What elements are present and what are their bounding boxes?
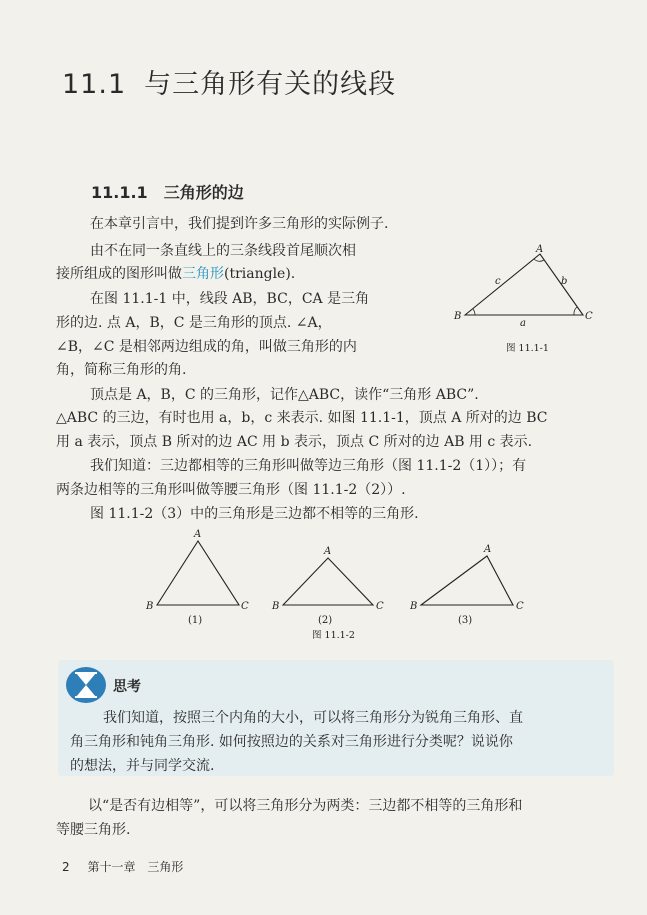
- fig2-vertex-b: B: [272, 601, 280, 612]
- angle-b-mark: [473, 309, 475, 315]
- thinking-icon: [64, 665, 108, 705]
- figure-11-1-2-caption: 图 11.1-2: [312, 630, 355, 641]
- paragraph-6-line-2: 两条边相等的三角形叫做等腰三角形（图 11.1-2（2））.: [56, 482, 406, 498]
- side-b-label: b: [561, 276, 568, 287]
- section-number: 11.1: [62, 69, 127, 100]
- fig1-vertex-a: A: [194, 529, 202, 540]
- think-line-1: 我们知道，按照三个内角的大小，可以将三角形分为锐角三角形、直: [103, 710, 523, 726]
- think-line-3: 的想法，并与同学交流.: [70, 758, 215, 774]
- paragraph-3-line-4: 角，简称三角形的角.: [56, 362, 187, 378]
- fig3-vertex-b: B: [410, 601, 418, 612]
- triangle-scalene: [421, 556, 513, 605]
- triangle-isosceles: [283, 558, 373, 605]
- vertex-b-label: B: [454, 311, 462, 322]
- figure-11-1-1-caption: 图 11.1-1: [506, 343, 549, 354]
- chapter-title: 三角形: [147, 860, 184, 874]
- fig2-label: (2): [318, 615, 333, 626]
- side-a-label: a: [520, 318, 526, 329]
- fig2-vertex-c: C: [376, 601, 384, 612]
- paragraph-7: 图 11.1-2（3）中的三角形是三边都不相等的三角形.: [90, 506, 419, 522]
- chapter-label: 第十一章: [87, 860, 136, 874]
- paragraph-3-line-2: 形的边. 点 A，B，C 是三角形的顶点. ∠A，: [56, 315, 332, 331]
- figure-11-1-2: [140, 525, 540, 645]
- text-span: 接所组成的图形叫做: [56, 266, 182, 282]
- paragraph-2-line-1: 由不在同一条直线上的三条线段首尾顺次相: [90, 243, 356, 259]
- triangle-equilateral: [157, 541, 239, 605]
- vertex-a-label: A: [536, 244, 544, 255]
- think-line-2: 角三角形和钝角三角形. 如何按照边的关系对三角形进行分类呢？说说你: [70, 734, 513, 750]
- fig2-vertex-a: A: [324, 546, 332, 557]
- paragraph-4: 顶点是 A，B，C 的三角形，记作△ABC，读作“三角形 ABC”.: [90, 387, 479, 403]
- fig1-vertex-c: C: [241, 601, 249, 612]
- subsection-title-text: 三角形的边: [163, 183, 244, 202]
- text-span: (triangle).: [224, 266, 296, 282]
- paragraph-1: 在本章引言中，我们提到许多三角形的实际例子.: [90, 216, 389, 232]
- fig3-vertex-a: A: [484, 544, 492, 555]
- paragraph-5-line-1: △ABC 的三边，有时也用 a，b，c 来表示. 如图 11.1-1，顶点 A 所对的边 BC: [56, 410, 548, 426]
- fig3-label: (3): [458, 615, 473, 626]
- term-triangle: 三角形: [182, 266, 224, 282]
- section-title-text: 与三角形有关的线段: [144, 69, 397, 100]
- conclusion-line-1: 以“是否有边相等”，可以将三角形分为两类：三边都不相等的三角形和: [88, 798, 523, 814]
- paragraph-6-line-1: 我们知道：三边都相等的三角形叫做等边三角形（图 11.1-2（1））；有: [90, 458, 527, 474]
- paragraph-2-line-2: [56, 263, 295, 286]
- paragraph-3-line-3: ∠B，∠C 是相邻两边组成的角，叫做三角形的内: [56, 339, 357, 355]
- side-c-label: c: [495, 276, 501, 287]
- subsection-title: [91, 180, 244, 203]
- page-footer: [62, 858, 183, 875]
- angle-c-mark: [574, 307, 577, 315]
- paragraph-5-line-2: 用 a 表示，顶点 B 所对的边 AC 用 b 表示，顶点 C 所对的边 AB 用 c 表示.: [56, 434, 533, 450]
- section-title: [62, 62, 396, 101]
- fig1-vertex-b: B: [146, 601, 154, 612]
- conclusion-line-2: 等腰三角形.: [56, 822, 131, 838]
- vertex-c-label: C: [585, 311, 593, 322]
- figure-11-1-1: [448, 240, 598, 360]
- fig1-label: (1): [188, 615, 203, 626]
- subsection-number: 11.1.1: [91, 183, 148, 202]
- page-number: 2: [62, 860, 70, 874]
- angle-a-mark: [534, 259, 544, 261]
- paragraph-3-line-1: 在图 11.1-1 中，线段 AB，BC，CA 是三角: [90, 291, 370, 307]
- think-label: 思考: [113, 679, 141, 695]
- fig3-vertex-c: C: [516, 601, 524, 612]
